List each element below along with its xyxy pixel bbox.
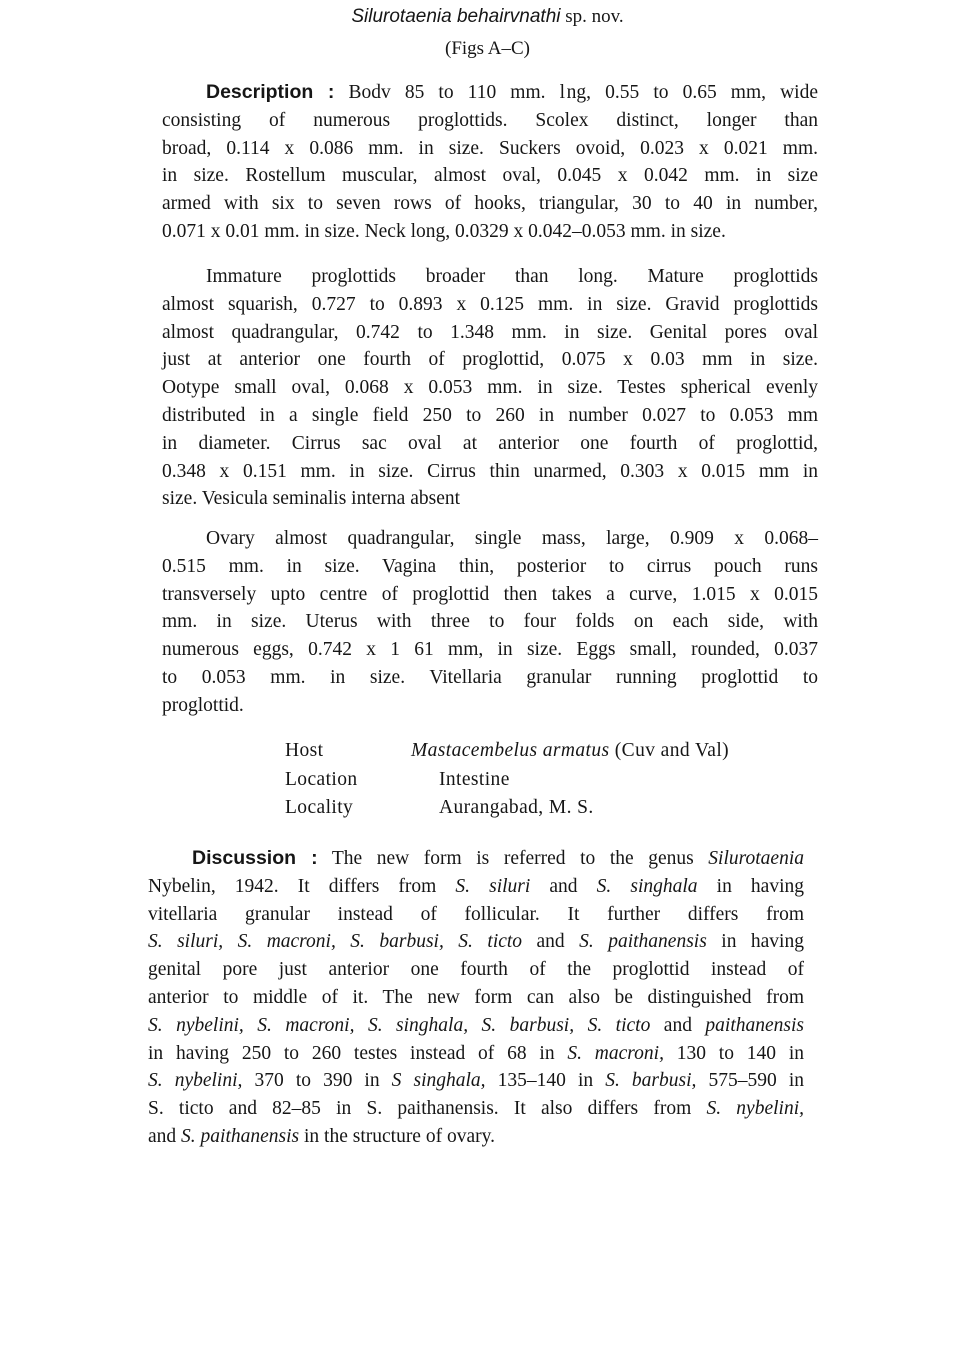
text-line [162, 291, 818, 319]
text-segment: almost squarish, 0.727 to 0.893 x 0.125 mm. in size. Gravid proglottids [162, 293, 818, 315]
section-label: Discussion : [192, 847, 318, 869]
italic-taxon-text: paithanensis [705, 1014, 805, 1036]
text-segment: just at anterior one fourth of proglottid, 0.075 x 0.03 mm in size. [162, 349, 818, 371]
text-segment: 135–140 in [485, 1070, 606, 1092]
text-segment: vitellaria granular instead of follicular. It further differs from [148, 903, 804, 925]
section-label: Description : [206, 81, 335, 103]
locality-value: Aurangabad, M. S. [439, 797, 594, 818]
proglottids-paragraph [162, 263, 818, 513]
text-segment: genital pore just anterior one fourth of the proglottid instead of [148, 959, 804, 981]
text-line [162, 664, 818, 692]
text-segment: 0.071 x 0.01 mm. in size. Neck long, 0.0329 x 0.042–0.053 mm. in size. [162, 220, 726, 242]
text-segment: almost quadrangular, 0.742 to 1.348 mm. in size. Genital pores oval [162, 321, 818, 343]
text-segment: 0.348 x 0.151 mm. in size. Cirrus thin unarmed, 0.303 x 0.015 mm in [162, 460, 818, 482]
text-segment: in diameter. Cirrus sac oval at anterior one fourth of proglottid, [162, 432, 818, 454]
host-authority: (Cuv and Val) [609, 740, 730, 761]
locality-row [285, 794, 729, 823]
italic-taxon-text: Silurotaenia [708, 848, 804, 869]
discussion-paragraph [148, 845, 804, 1151]
text-segment: armed with six to seven rows of hooks, triangular, 30 to 40 in number, [162, 193, 818, 215]
italic-taxon-text: S. singhala [596, 875, 698, 897]
text-line [148, 1040, 804, 1068]
text-line [162, 402, 818, 430]
text-line [148, 901, 804, 929]
text-line [162, 553, 818, 581]
text-line [162, 581, 818, 609]
text-line [162, 485, 818, 513]
text-segment: 130 to 140 in [663, 1042, 804, 1064]
text-line [162, 608, 818, 636]
text-segment: and [148, 1125, 182, 1147]
text-line [162, 346, 818, 374]
text-line [162, 525, 818, 553]
ovary-paragraph [162, 525, 818, 720]
text-segment: Ovary almost quadrangular, single mass, large, 0.909 x 0.068– [206, 528, 818, 549]
text-segment: and [522, 931, 580, 953]
italic-taxon-text: S. barbusi, [605, 1070, 697, 1092]
text-segment: in having [697, 875, 804, 897]
text-segment: size. Vesicula seminalis interna absent [162, 488, 461, 510]
text-segment: Nybelin, 1942. It differs from [148, 875, 456, 897]
text-line [162, 430, 818, 458]
text-line [162, 79, 818, 107]
text-segment: transversely upto centre of proglottid then takes a curve, 1.015 x 0.015 [162, 583, 818, 605]
text-line [162, 319, 818, 347]
text-segment: Ootype small oval, 0.068 x 0.053 mm. in size. Testes spherical evenly [162, 377, 818, 399]
italic-taxon-text: S. siluri [455, 875, 531, 897]
text-segment: broad, 0.114 x 0.086 mm. in size. Suckers ovoid, 0.023 x 0.021 mm. [162, 137, 818, 159]
text-segment: in the structure of ovary. [299, 1125, 495, 1147]
text-segment: 370 to 390 in [242, 1070, 392, 1092]
text-segment: S. ticto and 82–85 in S. paithanensis. It also differs from [148, 1098, 707, 1120]
italic-taxon-text: S. nybelini, S. macroni, S. singhala, S. barbusi, S. ticto [148, 1014, 651, 1036]
text-segment: and [650, 1014, 706, 1036]
host-info-table [285, 737, 729, 823]
locality-label: Locality [285, 797, 354, 818]
figures-reference: (Figs A–C) [445, 38, 530, 59]
text-segment: The new form is referred to the genus [317, 848, 709, 869]
species-suffix: sp. nov. [560, 6, 624, 27]
text-line [148, 845, 804, 873]
host-species: Mastacembelus armatus [411, 740, 610, 761]
text-segment: 0.515 mm. in size. Vagina thin, posterior to cirrus pouch runs [162, 555, 818, 577]
text-segment: Immature proglottids broader than long. Mature proglottids [206, 266, 818, 287]
italic-taxon-text: S. paithanensis [181, 1125, 300, 1147]
text-line [148, 1095, 804, 1123]
text-segment: proglottid. [162, 694, 244, 716]
host-row [285, 737, 729, 766]
text-segment: in having [706, 931, 804, 953]
text-line [148, 1067, 804, 1095]
text-segment: mm. in size. Uterus with three to four folds on each side, with [162, 611, 818, 633]
text-segment: consisting of numerous proglottids. Scolex distinct, longer than [162, 109, 818, 131]
text-segment: Bodv 85 to 110 mm. l ng, 0.55 to 0.65 mm, wide [334, 82, 818, 103]
text-line [162, 218, 818, 246]
italic-taxon-text: S. nybelini, [706, 1098, 804, 1120]
text-segment: anterior to middle of it. The new form can also be distinguished from [148, 986, 804, 1008]
text-segment: in size. Rostellum muscular, almost oval, 0.045 x 0.042 mm. in size [162, 165, 818, 187]
text-line [148, 928, 804, 956]
text-segment: to 0.053 mm. in size. Vitellaria granular running proglottid to [162, 666, 818, 688]
text-segment: 575–590 in [696, 1070, 804, 1092]
italic-taxon-text: S. siluri, S. macroni, S. barbusi, S. ticto [148, 931, 523, 953]
text-line [162, 263, 818, 291]
text-line [162, 190, 818, 218]
text-line [148, 1012, 804, 1040]
text-line [162, 636, 818, 664]
text-line [162, 135, 818, 163]
text-line [162, 692, 818, 720]
text-line [148, 984, 804, 1012]
description-paragraph [162, 79, 818, 246]
italic-taxon-text: S. macroni, [567, 1042, 664, 1064]
italic-taxon-text: S. nybelini, [148, 1070, 243, 1092]
italic-taxon-text: S. paithanensis [579, 931, 707, 953]
location-row [285, 766, 729, 795]
location-label: Location [285, 768, 358, 790]
text-line [162, 374, 818, 402]
species-name: Silurotaenia behairvnathi [351, 6, 561, 27]
text-line [148, 873, 804, 901]
text-line [148, 1123, 804, 1151]
text-segment: and [530, 875, 597, 897]
text-line [162, 162, 818, 190]
species-title [0, 6, 975, 28]
text-segment: numerous eggs, 0.742 x 1 61 mm, in size. Eggs small, rounded, 0.037 [162, 639, 818, 661]
location-value: Intestine [439, 768, 510, 790]
italic-taxon-text: S singhala, [391, 1070, 486, 1092]
text-line [148, 956, 804, 984]
text-line [162, 458, 818, 486]
text-segment: distributed in a single field 250 to 260 in number 0.027 to 0.053 mm [162, 404, 818, 426]
host-label: Host [285, 740, 324, 761]
text-line [162, 107, 818, 135]
text-segment: in having 250 to 260 testes instead of 68 in [148, 1042, 568, 1064]
